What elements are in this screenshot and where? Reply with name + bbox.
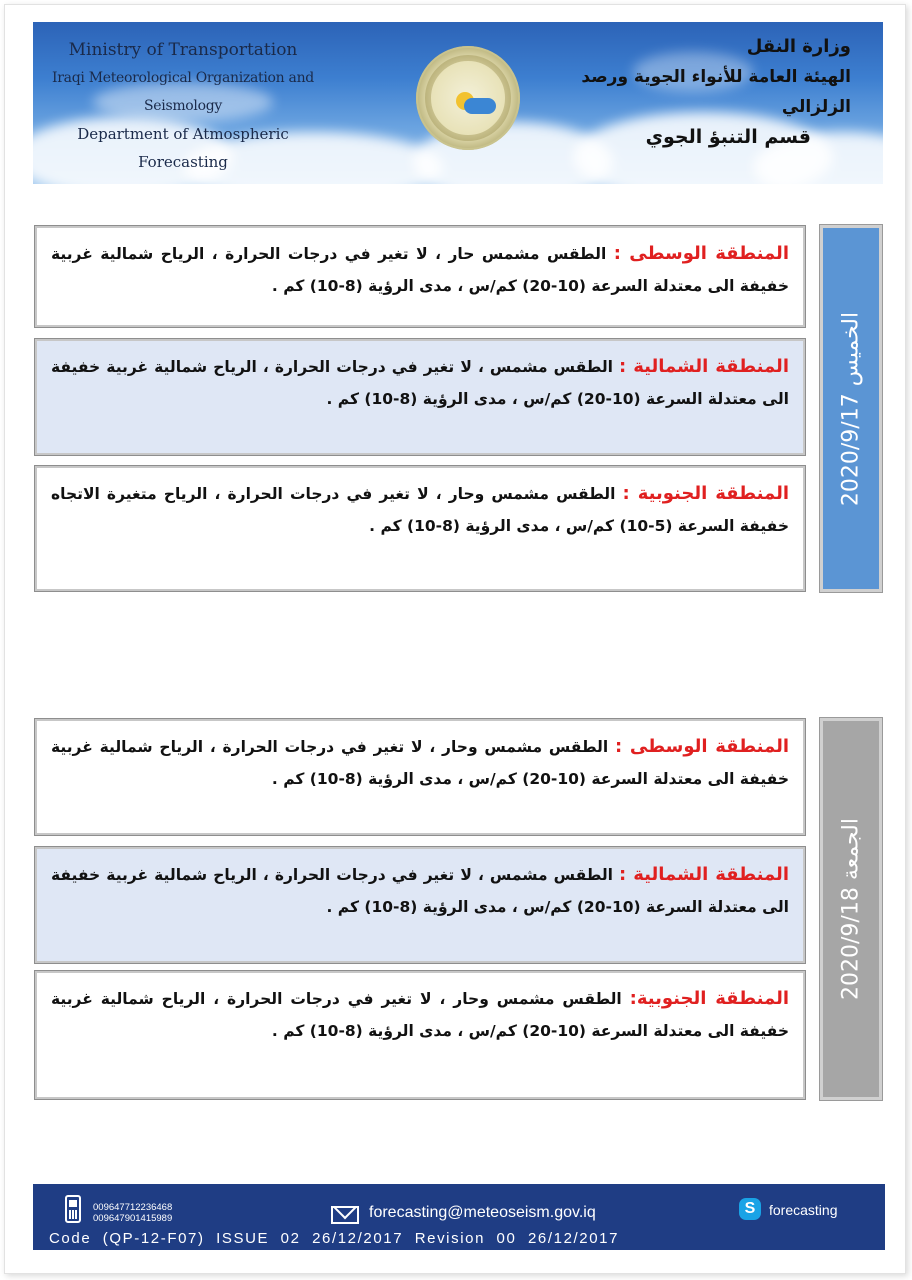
forecast-box-central	[34, 718, 806, 836]
skype-handle[interactable]: forecasting	[769, 1202, 838, 1218]
department-name-ar: قسم التنبؤ الجوي	[645, 126, 811, 148]
day-label-friday	[820, 718, 882, 1100]
day-date: الخميس 2020/9/17	[838, 311, 864, 506]
header-english	[33, 36, 333, 176]
forecast-box-north	[34, 338, 806, 456]
forecast-box-central	[34, 225, 806, 328]
organization-name: Iraqi Meteorological Organization and Seismology	[52, 70, 314, 114]
organization-name-ar: الهيئة العامة للأنواء الجوية ورصد الزلزالي	[581, 67, 851, 117]
forecast-box-south	[34, 970, 806, 1100]
region-name: المنطقة الجنوبية :	[622, 483, 790, 504]
document-code: Code (QP-12-F07) ISSUE 02 26/12/2017 Revision 00 26/12/2017	[49, 1230, 620, 1247]
mobile-phone-icon	[65, 1195, 81, 1223]
region-name: المنطقة الشمالية :	[619, 356, 789, 377]
email-link[interactable]: forecasting@meteoseism.gov.iq	[369, 1204, 596, 1221]
day-date: الجمعة 2020/9/18	[838, 818, 864, 1000]
ministry-name-ar: وزارة النقل	[746, 36, 851, 57]
region-name: المنطقة الوسطى :	[615, 736, 790, 757]
footer-bar	[33, 1184, 885, 1250]
forecast-text: الطقس مشمس ، لا تغير في درجات الحرارة ، الرياح شمالية غربية خفيفة الى معتدلة السرعة (10-20) كم/س ، مدى الرؤية (8-10) كم .	[51, 866, 789, 916]
region-name: المنطقة الشمالية :	[619, 864, 789, 885]
department-name: Department of Atmospheric Forecasting	[77, 125, 289, 171]
header-banner	[33, 22, 883, 184]
region-name: المنطقة الوسطى :	[613, 243, 789, 264]
forecast-text: الطقس مشمس ، لا تغير في درجات الحرارة ، الرياح شمالية غربية خفيفة الى معتدلة السرعة (10-20) كم/س ، مدى الرؤية (8-10) كم .	[51, 358, 789, 408]
header-arabic	[551, 32, 851, 152]
phone-number: 009647712236468	[93, 1202, 173, 1213]
forecast-text: الطقس مشمس حار ، لا تغير في درجات الحرارة ، الرياح شمالية غربية خفيفة الى معتدلة السرعة (10-20) كم/س ، مدى الرؤية (8-10) كم .	[51, 245, 789, 295]
skype-icon: S	[739, 1198, 761, 1220]
organization-seal-icon	[416, 46, 520, 150]
ministry-name: Ministry of Transportation	[68, 40, 298, 60]
day-label-thursday	[820, 225, 882, 592]
envelope-icon	[331, 1206, 359, 1224]
forecast-text: الطقس مشمس وحار ، لا تغير في درجات الحرارة ، الرياح متغيرة الاتجاه خفيفة السرعة (5-10) كم/س ، مدى الرؤية (8-10) كم .	[51, 485, 789, 535]
phone-number: 009647901415989	[93, 1213, 173, 1224]
phone-numbers	[93, 1202, 172, 1224]
forecast-text: الطقس مشمس وحار ، لا تغير في درجات الحرارة ، الرياح شمالية غربية خفيفة الى معتدلة السرعة (10-20) كم/س ، مدى الرؤية (8-10) كم .	[51, 738, 789, 788]
forecast-box-north	[34, 846, 806, 964]
forecast-text: الطقس مشمس وحار ، لا تغير في درجات الحرارة ، الرياح شمالية غربية خفيفة الى معتدلة السرعة (10-20) كم/س ، مدى الرؤية (8-10) كم .	[51, 990, 789, 1040]
region-name: المنطقة الجنوبية:	[629, 988, 789, 1009]
forecast-box-south	[34, 465, 806, 592]
